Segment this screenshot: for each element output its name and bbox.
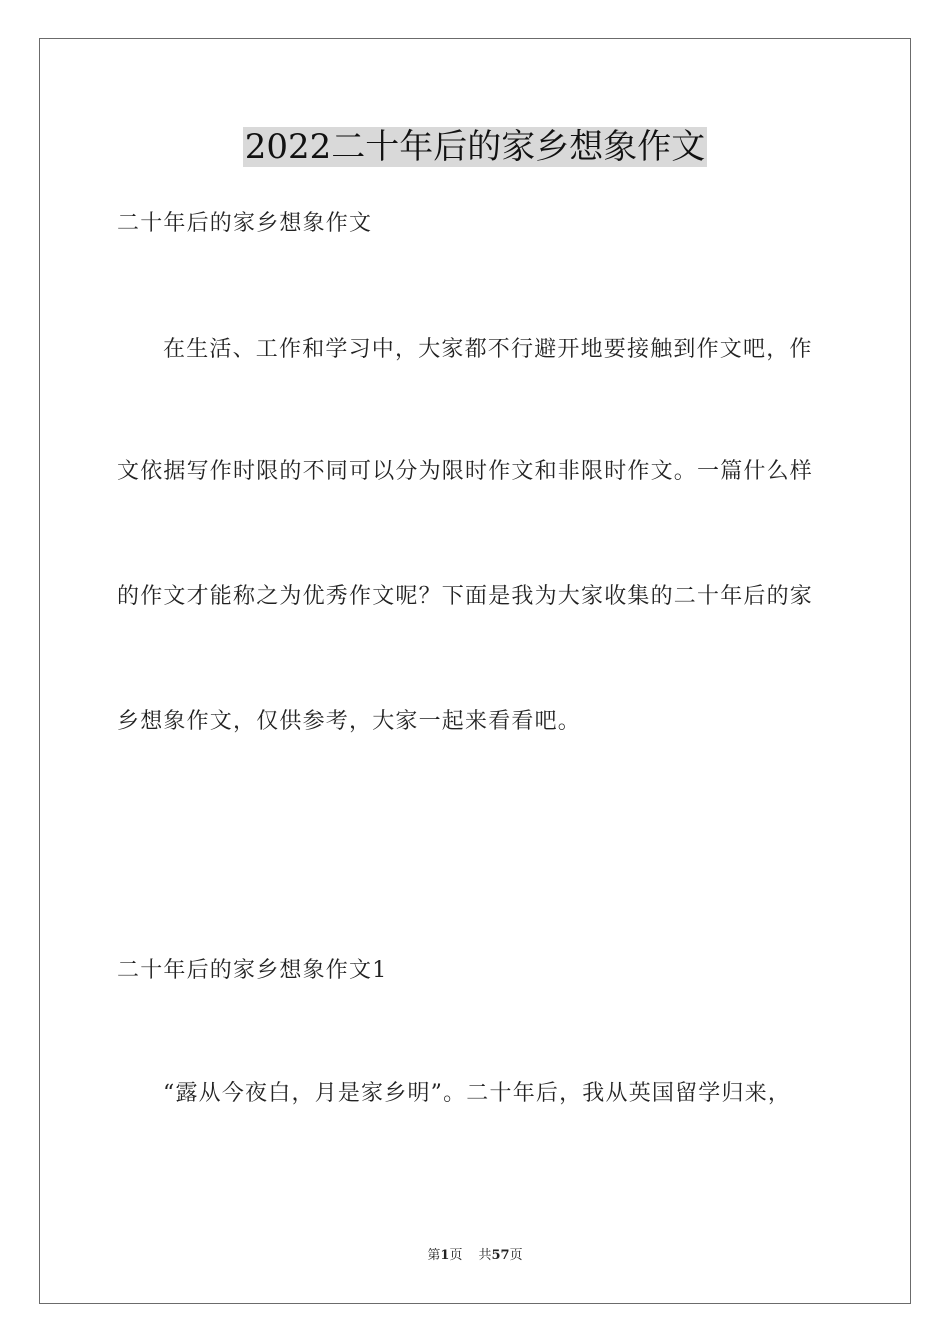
- total-prefix: 共: [478, 1248, 492, 1263]
- title-container: [0, 127, 950, 167]
- intro-line-2: 文依据写作时限的不同可以分为限时作文和非限时作文。一篇什么样: [117, 459, 814, 484]
- section-heading: 二十年后的家乡想象作文1: [117, 958, 388, 983]
- page-prefix: 第: [427, 1248, 441, 1263]
- intro-line-3: 的作文才能称之为优秀作文呢？下面是我为大家收集的二十年后的家: [117, 584, 814, 609]
- total-pages: 57: [491, 1248, 510, 1263]
- intro-line-1: 在生活、工作和学习中，大家都不行避开地要接触到作文吧，作: [163, 337, 813, 362]
- document-title: 2022二十年后的家乡想象作文: [244, 127, 706, 167]
- section-first-line: “露从今夜白，月是家乡明”。二十年后，我从英国留学归来，: [163, 1081, 792, 1106]
- intro-line-4: 乡想象作文，仅供参考，大家一起来看看吧。: [117, 709, 582, 734]
- page-footer: [0, 1247, 950, 1265]
- page-suffix: 页: [449, 1248, 463, 1263]
- document-subtitle: 二十年后的家乡想象作文: [117, 211, 373, 236]
- total-suffix: 页: [509, 1248, 523, 1263]
- current-page-number: 1: [440, 1248, 450, 1263]
